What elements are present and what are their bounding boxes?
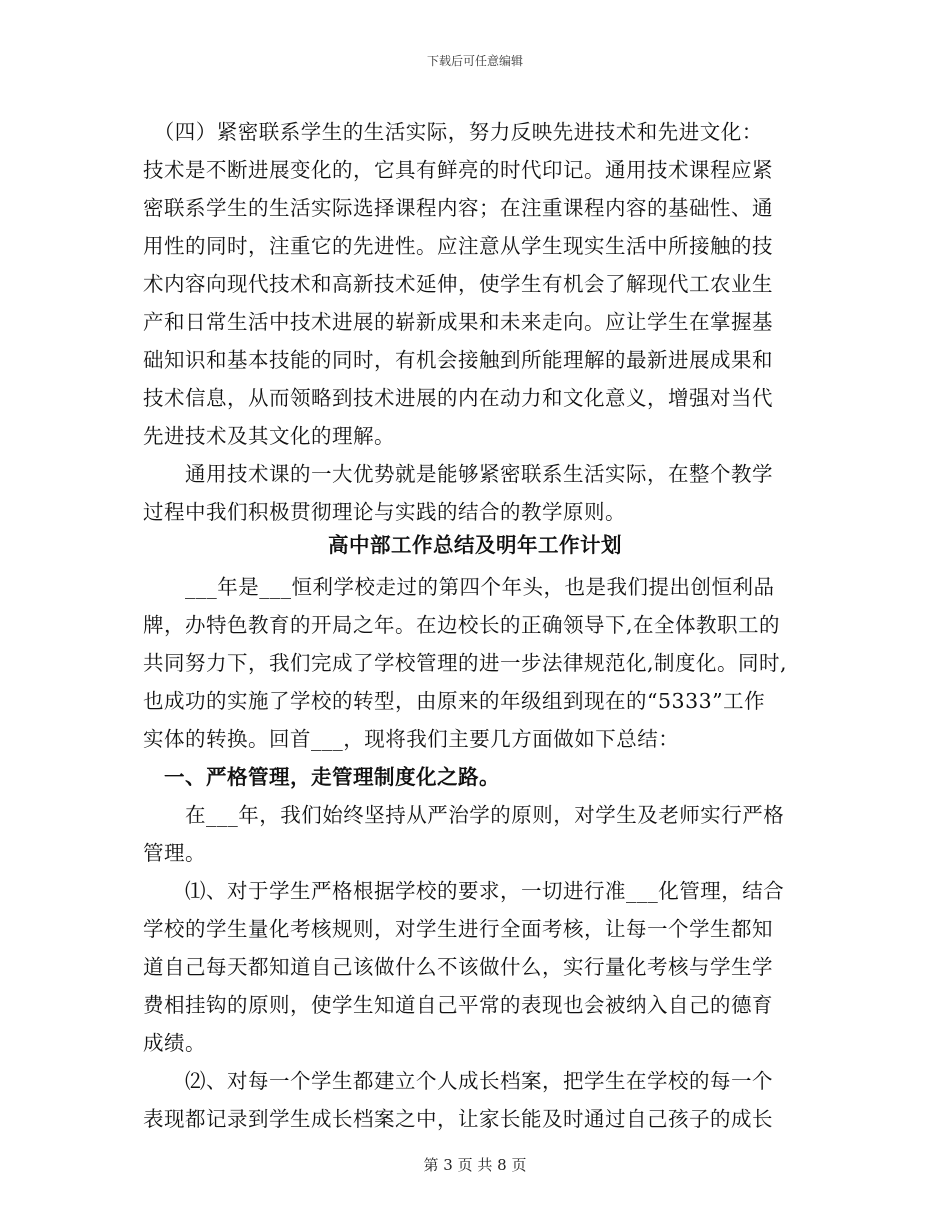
paragraph-line: 费相挂钩的原则，使学生知道自己平常的表现也会被纳入自己的德育 [143,993,773,1017]
section-title: 高中部工作总结及明年工作计划 [328,533,622,557]
paragraph-line: 牌，办特色教育的开局之年。在边校长的正确领导下,在全体教职工的 [143,613,781,637]
paragraph-line: 实体的转换。回首___，现将我们主要几方面做如下总结： [143,727,680,751]
paragraph-line: 用性的同时，注重它的先进性。应注意从学生现实生活中所接触的技 [143,234,773,258]
paragraph-line: 技术是不断进展变化的，它具有鲜亮的时代印记。通用技术课程应紧 [143,158,773,182]
paragraph-line: 术内容向现代技术和高新技术延伸，使学生有机会了解现代工农业生 [143,272,773,296]
page-header: 下载后可任意编辑 [426,54,523,68]
paragraph-line: （四）紧密联系学生的生活实际，努力反映先进技术和先进文化： [143,120,763,144]
paragraph-line: 先进技术及其文化的理解。 [143,424,395,448]
paragraph-line: 道自己每天都知道自己该做什么不该做什么，实行量化考核与学生学 [143,955,773,979]
section-heading: 一、严格管理，走管理制度化之路。 [143,765,500,789]
paragraph-line: 技术信息，从而领略到技术进展的内在动力和文化意义，增强对当代 [143,386,773,410]
paragraph-line: 密联系学生的生活实际选择课程内容；在注重课程内容的基础性、通 [143,196,773,220]
paragraph-line: 在___年，我们始终坚持从严治学的原则，对学生及老师实行严格 [143,803,785,827]
paragraph-line: ___年是___恒利学校走过的第四个年头，也是我们提出创恒利品 [143,575,775,599]
paragraph-line: 过程中我们积极贯彻理论与实践的结合的教学原则。 [143,500,626,524]
paragraph-line: 共同努力下，我们完成了学校管理的进一步法律规范化,制度化。同时, [143,651,788,675]
paragraph-line: 学校的学生量化考核规则，对学生进行全面考核，让每一个学生都知 [143,917,773,941]
paragraph-line: 管理。 [143,841,206,865]
paragraph-line: 产和日常生活中技术进展的崭新成果和未来走向。应让学生在掌握基 [143,310,773,334]
paragraph-line: ⑵、对每一个学生都建立个人成长档案，把学生在学校的每一个 [143,1069,773,1093]
paragraph-line: ⑴、对于学生严格根据学校的要求，一切进行准___化管理，结合 [143,879,785,903]
paragraph-line: 成绩。 [143,1031,206,1055]
paragraph-line: 也成功的实施了学校的转型，由原来的年级组到现在的“5333”工作 [143,689,766,713]
paragraph-line: 表现都记录到学生成长档案之中，让家长能及时通过自己孩子的成长 [143,1107,773,1131]
paragraph-line: 通用技术课的一大优势就是能够紧密联系生活实际，在整个教学 [143,462,773,486]
paragraph-line: 础知识和基本技能的同时，有机会接触到所能理解的最新进展成果和 [143,348,773,372]
page-footer: 第 3 页 共 8 页 [423,1156,527,1174]
